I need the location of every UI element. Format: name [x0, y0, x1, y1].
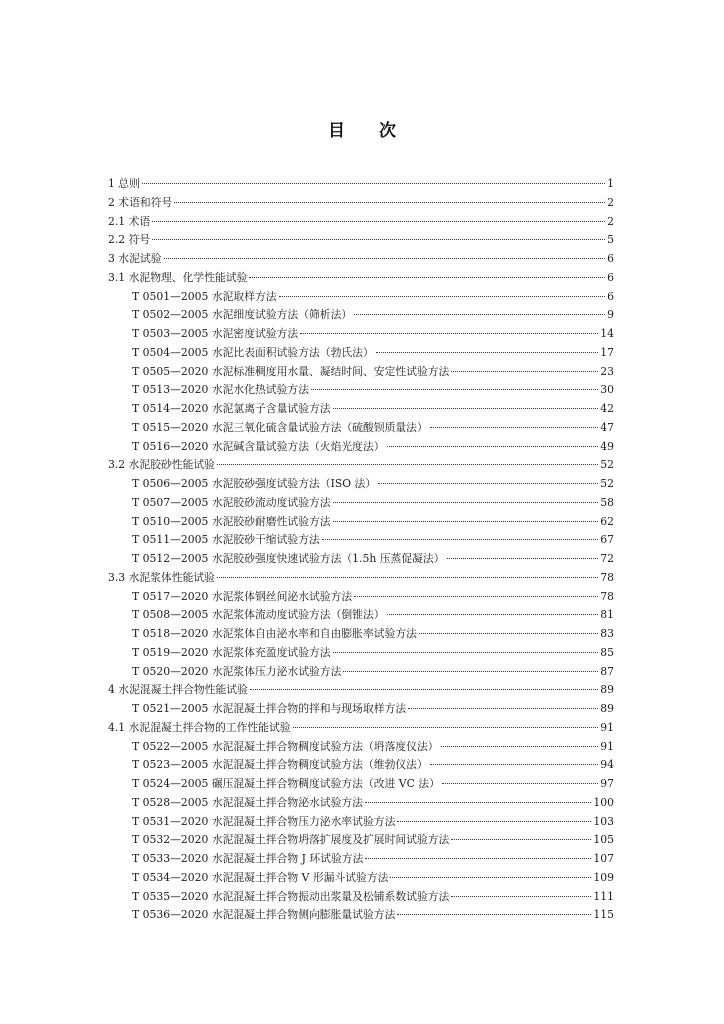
toc-entry[interactable]	[108, 438, 614, 457]
toc-entry[interactable]	[108, 663, 614, 682]
toc-entry[interactable]	[108, 325, 614, 344]
toc-entry-page-number: 9	[607, 308, 614, 322]
toc-entry[interactable]	[108, 381, 614, 400]
toc-entry[interactable]	[108, 194, 614, 213]
toc-entry[interactable]	[108, 906, 614, 925]
toc-entry[interactable]	[108, 588, 614, 607]
toc-entry-page-number: 81	[600, 608, 614, 622]
toc-entry[interactable]	[108, 419, 614, 438]
toc-entry[interactable]	[108, 813, 614, 832]
toc-entry[interactable]	[108, 513, 614, 532]
toc-entry-label: T 0510—2005 水泥胶砂耐磨性试验方法	[132, 514, 331, 528]
toc-entry[interactable]	[108, 700, 614, 719]
toc-dot-leader	[451, 371, 598, 372]
toc-entry-page-number: 94	[600, 758, 614, 772]
toc-dot-leader	[333, 652, 599, 653]
toc-dot-leader	[447, 558, 599, 559]
toc-dot-leader	[322, 539, 598, 540]
toc-entry-page-number: 52	[600, 477, 614, 490]
toc-dot-leader	[354, 596, 598, 597]
toc-entry[interactable]	[108, 175, 614, 194]
toc-entry-page-number: 89	[600, 702, 614, 715]
toc-entry-page-number: 89	[600, 683, 614, 697]
toc-entry-label: T 0519—2020 水泥浆体充盈度试验方法	[132, 645, 331, 659]
toc-entry-page-number: 23	[600, 364, 614, 378]
toc-dot-leader	[333, 521, 599, 522]
toc-entry-label: T 0531—2020 水泥混凝土拌合物压力泌水率试验方法	[132, 814, 396, 828]
toc-dot-leader	[451, 839, 591, 840]
toc-entry[interactable]	[108, 231, 614, 250]
toc-entry-label: T 0503—2005 水泥密度试验方法	[132, 327, 299, 340]
toc-dot-leader	[419, 633, 598, 634]
toc-entry[interactable]	[108, 306, 614, 325]
toc-dot-leader	[441, 746, 599, 747]
toc-entry-label: T 0507—2005 水泥胶砂流动度试验方法	[132, 495, 331, 509]
toc-entry-page-number: 100	[593, 795, 614, 809]
toc-entry-label: 3.3 水泥浆体性能试验	[108, 570, 215, 584]
toc-dot-leader	[442, 783, 598, 784]
toc-entry-label: T 0518—2020 水泥浆体自由泌水率和自由膨胀率试验方法	[132, 627, 417, 640]
toc-entry-page-number: 52	[600, 458, 614, 472]
toc-entry-label: 4.1 水泥混凝土拌合物的工作性能试验	[108, 720, 291, 734]
toc-dot-leader	[164, 258, 606, 259]
toc-entry-label: T 0532—2020 水泥混凝土拌合物坍落扩展度及扩展时间试验方法	[132, 833, 450, 847]
toc-entry[interactable]	[108, 625, 614, 644]
toc-entry[interactable]	[108, 794, 614, 813]
toc-entry-page-number: 5	[607, 233, 614, 247]
toc-entry-page-number: 91	[600, 720, 614, 734]
toc-dot-leader	[152, 239, 605, 240]
toc-entry[interactable]	[108, 775, 614, 794]
toc-entry[interactable]	[108, 569, 614, 588]
toc-entry-page-number: 87	[600, 664, 614, 678]
toc-entry-page-number: 111	[593, 889, 614, 903]
toc-entry-label: T 0535—2020 水泥混凝土拌合物振动出浆量及松铺系数试验方法	[132, 889, 450, 903]
toc-entry-label: T 0517—2020 水泥浆体钢丝间泌水试验方法	[132, 589, 353, 603]
toc-entry-page-number: 103	[593, 814, 614, 828]
toc-entry-label: T 0521—2005 水泥混凝土拌合物的拌和与现场取样方法	[132, 702, 407, 715]
toc-entry-label: 4 水泥混凝土拌合物性能试验	[108, 683, 248, 697]
toc-entry-label: T 0506—2005 水泥胶砂强度试验方法（ISO 法）	[132, 477, 377, 490]
toc-dot-leader	[279, 296, 606, 297]
toc-entry-label: 1 总则	[108, 177, 140, 190]
toc-entry[interactable]	[108, 738, 614, 757]
toc-entry-page-number: 97	[600, 777, 614, 790]
toc-entry-page-number: 62	[600, 514, 614, 528]
toc-entry-page-number: 67	[600, 533, 614, 547]
toc-entry-label: T 0528—2005 水泥混凝土拌合物泌水试验方法	[132, 795, 363, 809]
toc-dot-leader	[343, 671, 598, 672]
toc-entry[interactable]	[108, 869, 614, 888]
toc-dot-leader	[378, 483, 598, 484]
toc-entry-label: T 0524—2005 碾压混凝土拌合物稠度试验方法（改进 VC 法）	[132, 777, 440, 790]
toc-title: 目 次	[328, 121, 410, 141]
toc-entry-label: T 0516—2020 水泥碱含量试验方法（火焰光度法）	[132, 439, 385, 453]
toc-entry-label: T 0536—2020 水泥混凝土拌合物侧向膨胀量试验方法	[132, 908, 396, 922]
toc-entry-page-number: 6	[607, 252, 614, 265]
toc-entry-page-number: 109	[593, 870, 614, 884]
toc-dot-leader	[293, 727, 599, 728]
toc-entry[interactable]	[108, 719, 614, 738]
toc-dot-leader	[174, 202, 605, 203]
toc-dot-leader	[376, 352, 598, 353]
toc-entry-page-number: 6	[607, 270, 614, 284]
toc-entry-label: T 0522—2005 水泥混凝土拌合物稠度试验方法（坍落度仪法）	[132, 739, 439, 753]
toc-entry[interactable]	[108, 400, 614, 419]
toc-entry-page-number: 85	[600, 645, 614, 659]
toc-entry-page-number: 2	[607, 214, 614, 228]
toc-entry[interactable]	[108, 831, 614, 850]
toc-dot-leader	[249, 277, 605, 278]
toc-entry[interactable]	[108, 550, 614, 569]
toc-entry-label: T 0511—2005 水泥胶砂干缩试验方法	[132, 533, 320, 547]
toc-entry-label: T 0514—2020 水泥氯离子含量试验方法	[132, 402, 331, 415]
toc-dot-leader	[408, 708, 598, 709]
toc-entry[interactable]	[108, 344, 614, 363]
toc-dot-leader	[365, 858, 591, 859]
toc-entry-label: T 0505—2020 水泥标准稠度用水量、凝结时间、安定性试验方法	[132, 364, 450, 378]
toc-entry-label: 2.1 术语	[108, 214, 151, 228]
toc-entry-label: T 0515—2020 水泥三氧化硫含量试验方法（硫酸钡质量法）	[132, 420, 428, 434]
toc-entry-page-number: 42	[600, 402, 614, 415]
toc-entry-page-number: 6	[607, 289, 614, 303]
toc-dot-leader	[142, 183, 605, 184]
toc-dot-leader	[430, 764, 598, 765]
toc-entry[interactable]	[108, 363, 614, 382]
toc-entry-page-number: 115	[593, 908, 614, 922]
toc-dot-leader	[397, 821, 591, 822]
toc-dot-leader	[311, 389, 598, 390]
toc-entry-label: T 0520—2020 水泥浆体压力泌水试验方法	[132, 664, 342, 678]
toc-entry-page-number: 49	[600, 439, 614, 453]
toc-entry[interactable]	[108, 644, 614, 663]
toc-entry[interactable]	[108, 850, 614, 869]
toc-entry-label: 3 水泥试验	[108, 252, 162, 265]
toc-entry-label: T 0504—2005 水泥比表面积试验方法（勃氏法）	[132, 345, 374, 359]
toc-dot-leader	[365, 802, 591, 803]
toc-entry[interactable]	[108, 269, 614, 288]
toc-entry-page-number: 72	[600, 552, 614, 565]
toc-dot-leader	[387, 614, 599, 615]
toc-entry-page-number: 47	[600, 420, 614, 434]
toc-dot-leader	[300, 333, 598, 334]
toc-entry-label: T 0523—2005 水泥混凝土拌合物稠度试验方法（维勃仪法）	[132, 758, 428, 772]
toc-entry-page-number: 91	[600, 739, 614, 753]
toc-entry-page-number: 1	[607, 177, 614, 190]
toc-entry-page-number: 17	[600, 345, 614, 359]
toc-entry-label: T 0534—2020 水泥混凝土拌合物 V 形漏斗试验方法	[132, 870, 389, 884]
toc-entry[interactable]	[108, 494, 614, 513]
toc-entry-page-number: 30	[600, 383, 614, 397]
toc-entry-page-number: 78	[600, 589, 614, 603]
toc-dot-leader	[387, 446, 599, 447]
toc-entry[interactable]	[108, 250, 614, 269]
toc-dot-leader	[390, 877, 591, 878]
toc-entry[interactable]	[108, 756, 614, 775]
toc-dot-leader	[354, 314, 605, 315]
toc-entry-page-number: 83	[600, 627, 614, 640]
toc-entry-label: 3.1 水泥物理、化学性能试验	[108, 270, 248, 284]
toc-entry-label: 2 术语和符号	[108, 195, 173, 209]
toc-entry[interactable]	[108, 681, 614, 700]
toc-entry[interactable]	[108, 456, 614, 475]
toc-dot-leader	[333, 502, 599, 503]
toc-entry[interactable]	[108, 531, 614, 550]
toc-entry-label: T 0533—2020 水泥混凝土拌合物 J 环试验方法	[132, 852, 364, 865]
toc-entry[interactable]	[108, 213, 614, 232]
toc-entry-label: T 0502—2005 水泥细度试验方法（筛析法）	[132, 308, 353, 322]
toc-entry-label: T 0513—2020 水泥水化热试验方法	[132, 383, 309, 397]
table-of-contents	[108, 175, 614, 925]
toc-entry-page-number: 107	[593, 852, 614, 865]
toc-dot-leader	[430, 427, 598, 428]
toc-dot-leader	[217, 577, 598, 578]
toc-dot-leader	[217, 464, 598, 465]
toc-dot-leader	[250, 689, 598, 690]
toc-entry-page-number: 58	[600, 495, 614, 509]
toc-entry-label: T 0508—2005 水泥浆体流动度试验方法（倒锥法）	[132, 608, 385, 622]
toc-entry-label: 2.2 符号	[108, 233, 151, 247]
toc-entry-label: 3.2 水泥胶砂性能试验	[108, 458, 215, 472]
toc-dot-leader	[152, 221, 605, 222]
toc-dot-leader	[451, 896, 591, 897]
toc-entry-page-number: 78	[600, 570, 614, 584]
toc-dot-leader	[397, 914, 591, 915]
toc-entry[interactable]	[108, 888, 614, 907]
toc-entry-label: T 0512—2005 水泥胶砂强度快速试验方法（1.5h 压蒸促凝法）	[132, 552, 445, 565]
toc-entry-page-number: 2	[607, 195, 614, 209]
toc-entry[interactable]	[108, 288, 614, 307]
toc-entry[interactable]	[108, 606, 614, 625]
toc-dot-leader	[333, 408, 599, 409]
toc-entry[interactable]	[108, 475, 614, 494]
toc-entry-label: T 0501—2005 水泥取样方法	[132, 289, 277, 303]
toc-entry-page-number: 14	[600, 327, 614, 340]
toc-entry-page-number: 105	[593, 833, 614, 847]
